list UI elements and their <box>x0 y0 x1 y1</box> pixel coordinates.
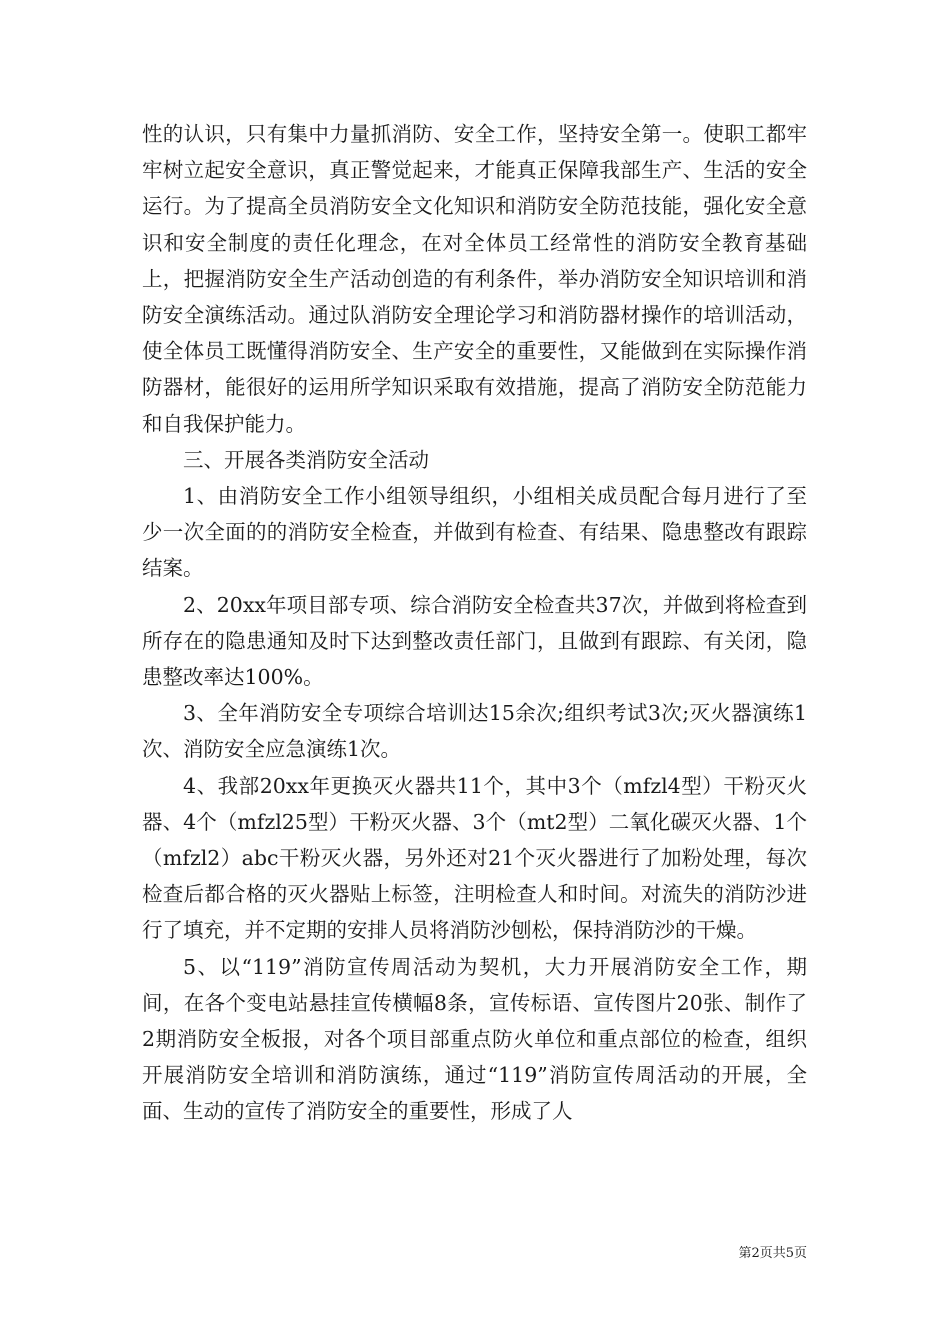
list-item-2: 2、20xx年项目部专项、综合消防安全检查共37次，并做到将检查到所存在的隐患通知及时下达到整改责任部门，且做到有跟踪、有关闭，隐患整改率达100%。 <box>142 592 807 690</box>
document-body <box>142 116 807 1130</box>
page-number-footer: 第2页共5页 <box>738 1246 807 1261</box>
section-heading: 三、开展各类消防安全活动 <box>183 447 429 472</box>
list-item-1: 1、由消防安全工作小组领导组织，小组相关成员配合每月进行了至少一次全面的的消防安全检查，并做到有检查、有结果、隐患整改有跟踪结案。 <box>142 484 807 581</box>
list-item-5: 5、以“119”消防宣传周活动为契机，大力开展消防安全工作，期间，在各个变电站悬挂宣传横幅8条，宣传标语、宣传图片20张、制作了2期消防安全板报，对各个项目部重点防火单位和重点部位的检查，组织开展消防安全培训和消防演练，通过“119”消防宣传周活动的开展，全面、生动的宣传了消防安全的重要性，形成了人 <box>142 954 807 1124</box>
list-item-4: 4、我部20xx年更换灭火器共11个，其中3个（mfzl4型）干粉灭火器、4个（mfzl25型）干粉灭火器、3个（mt2型）二氧化碳灭火器、1个（mfzl2）abc干粉灭火器，另外还对21个灭火器进行了加粉处理，每次检查后都合格的灭火器贴上标签，注明检查人和时间。对流失的消防沙进行了填充，并不定期的安排人员将消防沙刨松，保持消防沙的干燥。 <box>142 773 807 943</box>
list-item-3: 3、全年消防安全专项综合培训达15余次;组织考试3次;灭火器演练1次、消防安全应急演练1次。 <box>142 701 807 762</box>
paragraph-continuation: 性的认识，只有集中力量抓消防、安全工作，坚持安全第一。使职工都牢牢树立起安全意识，真正警觉起来，才能真正保障我部生产、生活的安全运行。为了提高全员消防安全文化知识和消防安全防范技能，强化安全意识和安全制度的责任化理念，在对全体员工经常性的消防安全教育基础上，把握消防安全生产活动创造的有利条件，举办消防安全知识培训和消防安全演练活动。通过队消防安全理论学习和消防器材操作的培训活动，使全体员工既懂得消防安全、生产安全的重要性，又能做到在实际操作消防器材，能很好的运用所学知识采取有效措施，提高了消防安全防范能力和自我保护能力。 <box>142 122 807 436</box>
